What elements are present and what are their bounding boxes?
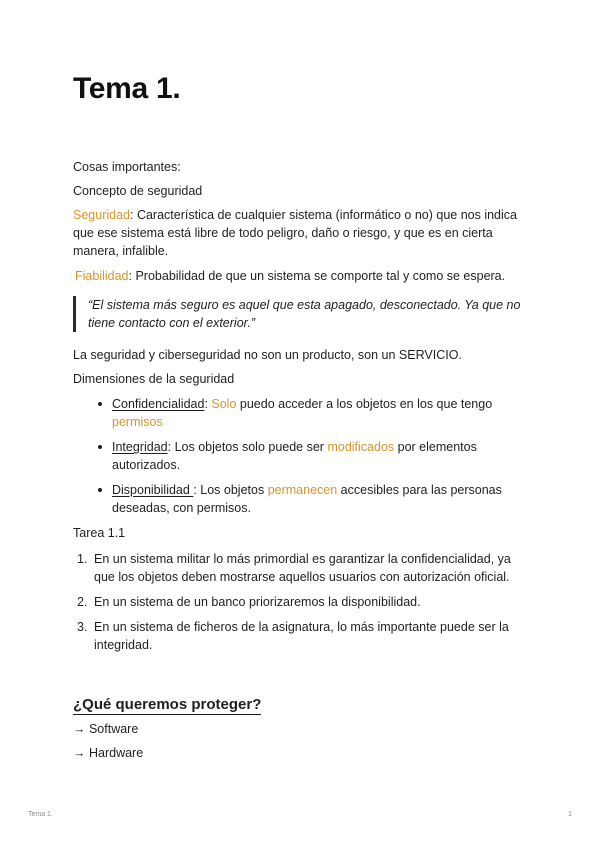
tarea-heading: Tarea 1.1 xyxy=(73,526,126,540)
dimension-text: Los objetos xyxy=(200,483,268,497)
list-item xyxy=(95,438,525,474)
dimension-highlight: Solo xyxy=(211,397,237,411)
dimension-sep: : xyxy=(193,483,201,497)
quote-block xyxy=(73,296,538,332)
footer-title: Tema 1. xyxy=(28,811,53,818)
dimensiones-heading: Dimensiones de la seguridad xyxy=(73,372,235,386)
dimension-end: por elementos autorizados. xyxy=(112,440,477,472)
intro-line-1: Cosas importantes: xyxy=(73,160,181,174)
dimension-term: Confidencialidad xyxy=(112,397,205,411)
item-text: En un sistema de ficheros de la asignatura, lo más importante puede ser la integridad. xyxy=(94,620,509,652)
servicio-text: La seguridad y ciberseguridad no son un producto, son un SERVICIO. xyxy=(73,348,462,362)
list-item xyxy=(77,550,532,586)
dimension-sep: : xyxy=(204,397,212,411)
footer-page-number: 1 xyxy=(568,811,572,818)
proteger-item-hardware: → Hardware xyxy=(73,746,144,760)
seguridad-definition xyxy=(73,206,533,260)
dimension-highlight-2: modificados xyxy=(327,440,395,454)
dimensiones-list xyxy=(95,395,525,524)
item-number: 3. xyxy=(77,620,88,634)
fiabilidad-term: Fiabilidad xyxy=(75,269,129,283)
quote-text: “El sistema más seguro es aquel que esta apagado, desconectado. Ya que no tiene contacto con el exterior.” xyxy=(88,298,521,330)
fiabilidad-def: : Probabilidad de que un sistema se comporte tal y como se espera. xyxy=(128,269,506,283)
seguridad-term: Seguridad xyxy=(73,208,130,222)
item-number: 2. xyxy=(77,595,88,609)
fiabilidad-definition xyxy=(75,267,535,285)
proteger-heading: ¿Qué queremos proteger? xyxy=(73,696,262,713)
proteger-item-software: → Software xyxy=(73,722,139,736)
dimension-end: accesibles para las personas deseadas, con permisos. xyxy=(112,483,502,515)
page-title: Tema 1. xyxy=(73,72,181,105)
seguridad-def: : Característica de cualquier sistema (informático o no) que nos indica que ese sistema está libre de todo peligro, daño o riesgo, y que es en cierta manera, infalible. xyxy=(73,208,517,258)
dimension-term: Disponibilidad xyxy=(112,483,194,497)
dimension-highlight-2: permanecen xyxy=(267,483,338,497)
intro-line-2: Concepto de seguridad xyxy=(73,184,203,198)
item-text: En un sistema militar lo más primordial es garantizar la confidencialidad, ya que los objetos deben mostrarse aquellos usuarios con autorización oficial. xyxy=(94,552,511,584)
dimension-highlight-2: permisos xyxy=(112,415,163,429)
dimension-text: puedo acceder a los objetos en los que tengo xyxy=(236,397,493,411)
list-item xyxy=(95,395,525,431)
list-item xyxy=(95,481,525,517)
dimension-sep: : xyxy=(167,440,175,454)
tarea-list xyxy=(77,550,532,661)
list-item xyxy=(77,593,532,611)
item-number: 1. xyxy=(77,552,88,566)
item-text: En un sistema de un banco priorizaremos la disponibilidad. xyxy=(94,595,421,609)
dimension-term: Integridad xyxy=(112,440,168,454)
dimension-text: Los objetos solo puede ser xyxy=(174,440,328,454)
list-item xyxy=(77,618,532,654)
